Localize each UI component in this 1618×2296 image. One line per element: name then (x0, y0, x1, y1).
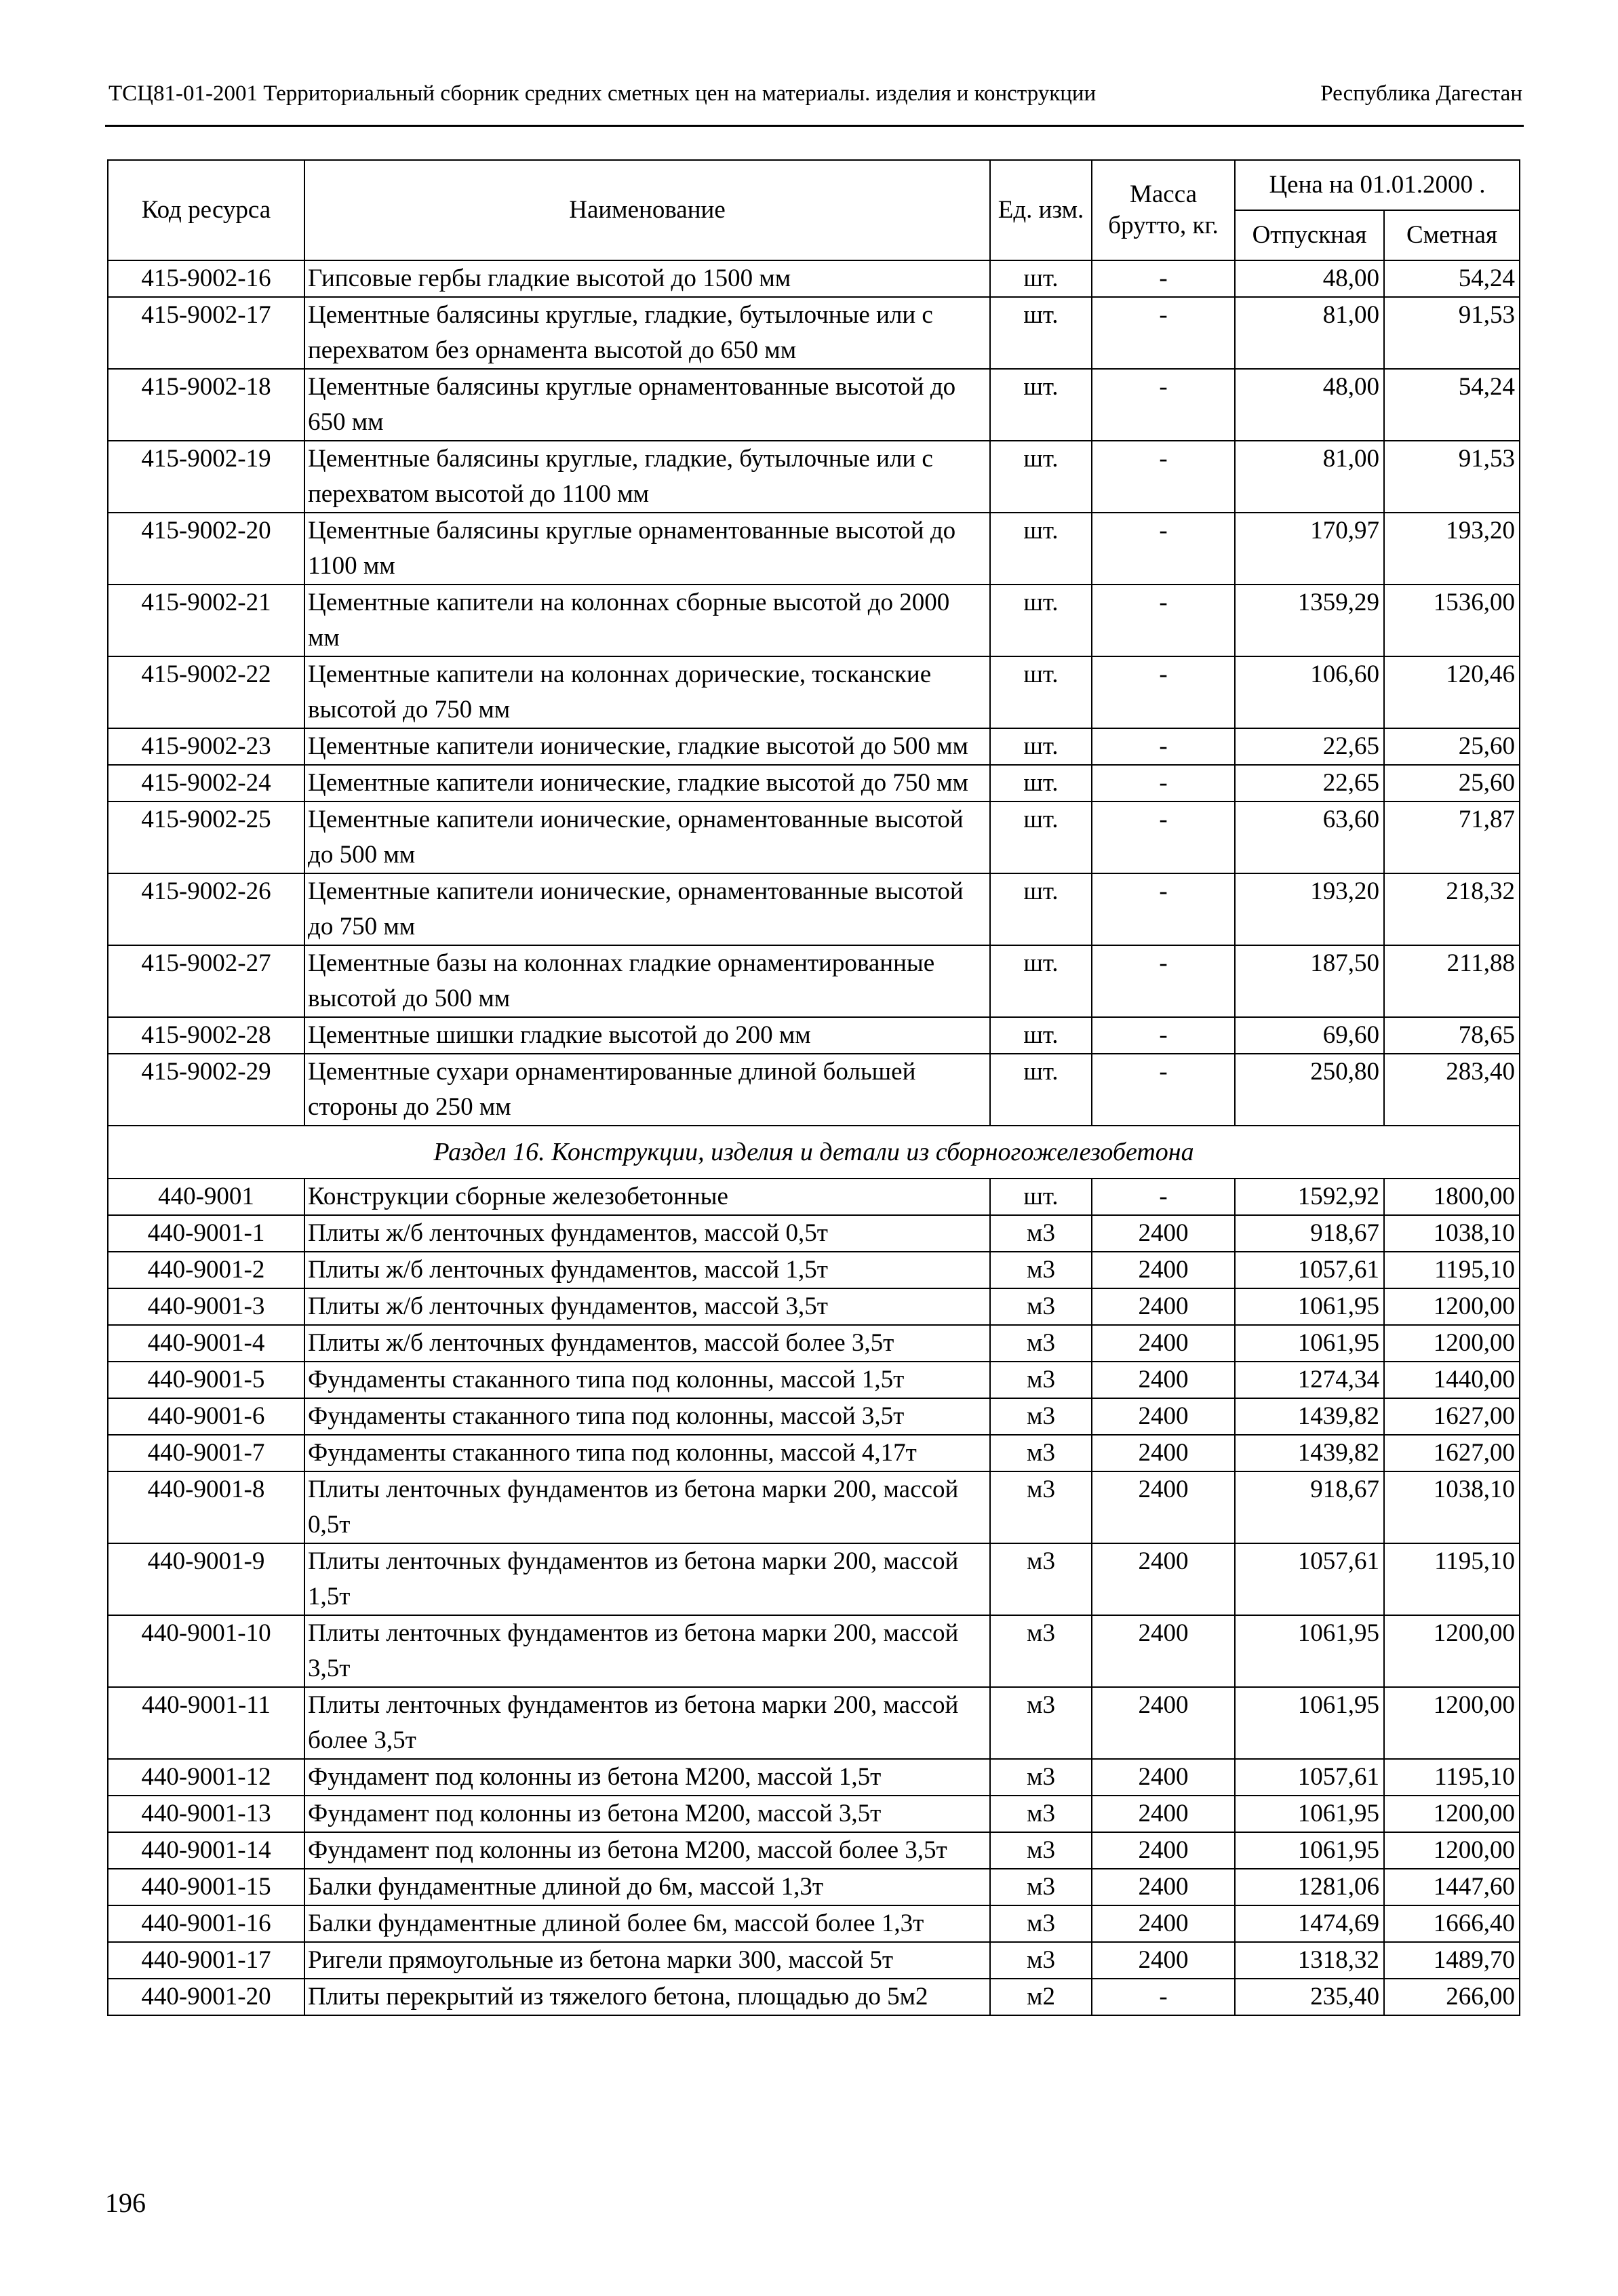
release-price-cell: 1474,69 (1235, 1905, 1384, 1942)
resource-code-cell: 415-9002-26 (108, 873, 304, 945)
mass-cell: - (1092, 765, 1235, 801)
table-row (108, 1615, 1520, 1687)
estimate-price-cell: 1038,10 (1384, 1215, 1520, 1252)
unit-cell: м3 (990, 1435, 1092, 1471)
estimate-price-cell: 25,60 (1384, 765, 1520, 801)
item-name-cell: Цементные капители ионические, орнаментованные высотой до 500 мм (304, 801, 990, 873)
table-row (108, 1471, 1520, 1543)
item-name-cell: Цементные балясины круглые орнаментованные высотой до 650 мм (304, 369, 990, 441)
item-name-cell: Плиты ленточных фундаментов из бетона марки 200, массой 1,5т (304, 1543, 990, 1615)
estimate-price-cell: 1536,00 (1384, 585, 1520, 656)
estimate-price-cell: 1200,00 (1384, 1796, 1520, 1832)
resource-code-cell: 440-9001-9 (108, 1543, 304, 1615)
table-row (108, 585, 1520, 656)
item-name-cell: Конструкции сборные железобетонные (304, 1179, 990, 1215)
page-header (108, 81, 1522, 106)
resource-code-cell: 440-9001-5 (108, 1362, 304, 1398)
mass-cell: - (1092, 728, 1235, 765)
unit-cell: шт. (990, 728, 1092, 765)
item-name-cell: Плиты ж/б ленточных фундаментов, массой 0,5т (304, 1215, 990, 1252)
mass-cell: 2400 (1092, 1543, 1235, 1615)
resource-code-cell: 440-9001-4 (108, 1325, 304, 1362)
mass-cell: 2400 (1092, 1215, 1235, 1252)
estimate-price-cell: 1627,00 (1384, 1435, 1520, 1471)
release-price-cell: 1061,95 (1235, 1288, 1384, 1325)
release-price-cell: 22,65 (1235, 765, 1384, 801)
unit-cell: м3 (990, 1543, 1092, 1615)
header-rule (105, 125, 1524, 127)
release-price-cell: 81,00 (1235, 441, 1384, 513)
mass-cell: 2400 (1092, 1796, 1235, 1832)
resource-code-cell: 415-9002-17 (108, 297, 304, 369)
release-price-cell: 187,50 (1235, 945, 1384, 1017)
col-header-mass: Масса брутто, кг. (1092, 160, 1235, 260)
mass-cell: 2400 (1092, 1398, 1235, 1435)
release-price-cell: 1061,95 (1235, 1687, 1384, 1759)
resource-code-cell: 415-9002-18 (108, 369, 304, 441)
estimate-price-cell: 1489,70 (1384, 1942, 1520, 1979)
item-name-cell: Ригели прямоугольные из бетона марки 300, массой 5т (304, 1942, 990, 1979)
table-row (108, 1054, 1520, 1126)
mass-cell: 2400 (1092, 1832, 1235, 1869)
resource-code-cell: 440-9001-2 (108, 1252, 304, 1288)
unit-cell: шт. (990, 1179, 1092, 1215)
unit-cell: шт. (990, 441, 1092, 513)
col-header-unit: Ед. изм. (990, 160, 1092, 260)
estimate-price-cell: 1200,00 (1384, 1832, 1520, 1869)
resource-code-cell: 415-9002-24 (108, 765, 304, 801)
estimate-price-cell: 1447,60 (1384, 1869, 1520, 1905)
table-row (108, 873, 1520, 945)
unit-cell: м3 (990, 1215, 1092, 1252)
item-name-cell: Цементные балясины круглые орнаментованные высотой до 1100 мм (304, 513, 990, 585)
table-row (108, 765, 1520, 801)
table-row (108, 656, 1520, 728)
estimate-price-cell: 1200,00 (1384, 1687, 1520, 1759)
estimate-price-cell: 1038,10 (1384, 1471, 1520, 1543)
mass-cell: 2400 (1092, 1869, 1235, 1905)
unit-cell: м3 (990, 1362, 1092, 1398)
release-price-cell: 48,00 (1235, 260, 1384, 297)
col-header-release-price: Отпускная (1235, 210, 1384, 260)
item-name-cell: Фундамент под колонны из бетона М200, массой более 3,5т (304, 1832, 990, 1869)
page-number: 196 (105, 2188, 146, 2218)
release-price-cell: 1057,61 (1235, 1543, 1384, 1615)
resource-code-cell: 440-9001-1 (108, 1215, 304, 1252)
mass-cell: - (1092, 1179, 1235, 1215)
item-name-cell: Балки фундаментные длиной более 6м, массой более 1,3т (304, 1905, 990, 1942)
estimate-price-cell: 25,60 (1384, 728, 1520, 765)
estimate-price-cell: 1195,10 (1384, 1759, 1520, 1796)
estimate-price-cell: 120,46 (1384, 656, 1520, 728)
item-name-cell: Плиты ж/б ленточных фундаментов, массой 1,5т (304, 1252, 990, 1288)
mass-cell: - (1092, 1979, 1235, 2015)
item-name-cell: Цементные капители ионические, орнаментованные высотой до 750 мм (304, 873, 990, 945)
resource-code-cell: 415-9002-25 (108, 801, 304, 873)
price-table (107, 159, 1520, 2016)
unit-cell: шт. (990, 765, 1092, 801)
item-name-cell: Цементные капители ионические, гладкие высотой до 750 мм (304, 765, 990, 801)
unit-cell: м3 (990, 1687, 1092, 1759)
release-price-cell: 1359,29 (1235, 585, 1384, 656)
table-row (108, 1252, 1520, 1288)
resource-code-cell: 415-9002-29 (108, 1054, 304, 1126)
table-row (108, 1017, 1520, 1054)
estimate-price-cell: 91,53 (1384, 441, 1520, 513)
estimate-price-cell: 1666,40 (1384, 1905, 1520, 1942)
mass-cell: - (1092, 260, 1235, 297)
unit-cell: шт. (990, 656, 1092, 728)
item-name-cell: Цементные капители на колоннах дорические, тосканские высотой до 750 мм (304, 656, 990, 728)
release-price-cell: 1592,92 (1235, 1179, 1384, 1215)
release-price-cell: 48,00 (1235, 369, 1384, 441)
mass-cell: 2400 (1092, 1905, 1235, 1942)
resource-code-cell: 440-9001-17 (108, 1942, 304, 1979)
region-name: Республика Дагестан (1320, 81, 1522, 106)
unit-cell: м3 (990, 1471, 1092, 1543)
mass-cell: 2400 (1092, 1252, 1235, 1288)
mass-cell: 2400 (1092, 1471, 1235, 1543)
mass-cell: - (1092, 1017, 1235, 1054)
item-name-cell: Плиты ленточных фундаментов из бетона марки 200, массой 0,5т (304, 1471, 990, 1543)
item-name-cell: Цементные капители ионические, гладкие высотой до 500 мм (304, 728, 990, 765)
mass-cell: - (1092, 369, 1235, 441)
resource-code-cell: 415-9002-21 (108, 585, 304, 656)
mass-cell: 2400 (1092, 1435, 1235, 1471)
estimate-price-cell: 54,24 (1384, 369, 1520, 441)
item-name-cell: Фундамент под колонны из бетона М200, массой 3,5т (304, 1796, 990, 1832)
estimate-price-cell: 1200,00 (1384, 1325, 1520, 1362)
unit-cell: шт. (990, 1054, 1092, 1126)
col-header-price-group: Цена на 01.01.2000 . (1235, 160, 1520, 210)
resource-code-cell: 440-9001-15 (108, 1869, 304, 1905)
release-price-cell: 81,00 (1235, 297, 1384, 369)
item-name-cell: Фундаменты стаканного типа под колонны, массой 1,5т (304, 1362, 990, 1398)
release-price-cell: 1061,95 (1235, 1832, 1384, 1869)
table-row (108, 1796, 1520, 1832)
table-row (108, 369, 1520, 441)
resource-code-cell: 415-9002-16 (108, 260, 304, 297)
release-price-cell: 1281,06 (1235, 1869, 1384, 1905)
release-price-cell: 1439,82 (1235, 1435, 1384, 1471)
col-header-name: Наименование (304, 160, 990, 260)
release-price-cell: 193,20 (1235, 873, 1384, 945)
estimate-price-cell: 1195,10 (1384, 1543, 1520, 1615)
table-row (108, 1179, 1520, 1215)
section-heading-group (108, 1126, 1520, 1179)
resource-code-cell: 440-9001-10 (108, 1615, 304, 1687)
table-row (108, 1759, 1520, 1796)
table-row (108, 1832, 1520, 1869)
unit-cell: м3 (990, 1252, 1092, 1288)
mass-cell: - (1092, 945, 1235, 1017)
table-row (108, 297, 1520, 369)
mass-cell: - (1092, 513, 1235, 585)
table-row (108, 1979, 1520, 2015)
unit-cell: м3 (990, 1288, 1092, 1325)
mass-cell: - (1092, 585, 1235, 656)
resource-code-cell: 440-9001-11 (108, 1687, 304, 1759)
unit-cell: м3 (990, 1615, 1092, 1687)
table-body-section-440 (108, 1179, 1520, 2015)
unit-cell: м3 (990, 1869, 1092, 1905)
unit-cell: шт. (990, 945, 1092, 1017)
unit-cell: м3 (990, 1942, 1092, 1979)
resource-code-cell: 440-9001-14 (108, 1832, 304, 1869)
release-price-cell: 250,80 (1235, 1054, 1384, 1126)
resource-code-cell: 440-9001-7 (108, 1435, 304, 1471)
release-price-cell: 69,60 (1235, 1017, 1384, 1054)
resource-code-cell: 415-9002-22 (108, 656, 304, 728)
release-price-cell: 1439,82 (1235, 1398, 1384, 1435)
item-name-cell: Фундаменты стаканного типа под колонны, массой 4,17т (304, 1435, 990, 1471)
item-name-cell: Цементные балясины круглые, гладкие, бутылочные или с перехватом без орнамента высотой до 650 мм (304, 297, 990, 369)
release-price-cell: 918,67 (1235, 1471, 1384, 1543)
mass-cell: - (1092, 441, 1235, 513)
col-header-code: Код ресурса (108, 160, 304, 260)
table-row (108, 260, 1520, 297)
resource-code-cell: 415-9002-27 (108, 945, 304, 1017)
mass-cell: 2400 (1092, 1687, 1235, 1759)
unit-cell: шт. (990, 297, 1092, 369)
resource-code-cell: 415-9002-23 (108, 728, 304, 765)
release-price-cell: 106,60 (1235, 656, 1384, 728)
estimate-price-cell: 1195,10 (1384, 1252, 1520, 1288)
item-name-cell: Балки фундаментные длиной до 6м, массой 1,3т (304, 1869, 990, 1905)
col-header-estimate-price: Сметная (1384, 210, 1520, 260)
resource-code-cell: 440-9001-13 (108, 1796, 304, 1832)
item-name-cell: Плиты перекрытий из тяжелого бетона, площадью до 5м2 (304, 1979, 990, 2015)
table-row (108, 1435, 1520, 1471)
mass-cell: - (1092, 873, 1235, 945)
resource-code-cell: 440-9001-12 (108, 1759, 304, 1796)
release-price-cell: 1318,32 (1235, 1942, 1384, 1979)
release-price-cell: 170,97 (1235, 513, 1384, 585)
unit-cell: м3 (990, 1832, 1092, 1869)
release-price-cell: 1057,61 (1235, 1759, 1384, 1796)
resource-code-cell: 440-9001-6 (108, 1398, 304, 1435)
table-row (108, 1398, 1520, 1435)
mass-cell: - (1092, 297, 1235, 369)
mass-cell: 2400 (1092, 1759, 1235, 1796)
estimate-price-cell: 1800,00 (1384, 1179, 1520, 1215)
release-price-cell: 1057,61 (1235, 1252, 1384, 1288)
release-price-cell: 1061,95 (1235, 1796, 1384, 1832)
table-row (108, 1942, 1520, 1979)
table-row (108, 441, 1520, 513)
item-name-cell: Плиты ж/б ленточных фундаментов, массой 3,5т (304, 1288, 990, 1325)
unit-cell: м3 (990, 1905, 1092, 1942)
table-row (108, 1543, 1520, 1615)
item-name-cell: Цементные балясины круглые, гладкие, бутылочные или с перехватом высотой до 1100 мм (304, 441, 990, 513)
estimate-price-cell: 1200,00 (1384, 1615, 1520, 1687)
unit-cell: шт. (990, 873, 1092, 945)
unit-cell: м3 (990, 1398, 1092, 1435)
table-row (108, 1687, 1520, 1759)
estimate-price-cell: 78,65 (1384, 1017, 1520, 1054)
estimate-price-cell: 71,87 (1384, 801, 1520, 873)
item-name-cell: Цементные сухари орнаментированные длиной большей стороны до 250 мм (304, 1054, 990, 1126)
table-row (108, 1325, 1520, 1362)
unit-cell: шт. (990, 260, 1092, 297)
item-name-cell: Фундаменты стаканного типа под колонны, массой 3,5т (304, 1398, 990, 1435)
mass-cell: - (1092, 1054, 1235, 1126)
item-name-cell: Цементные капители на колоннах сборные высотой до 2000 мм (304, 585, 990, 656)
unit-cell: м3 (990, 1796, 1092, 1832)
item-name-cell: Фундамент под колонны из бетона М200, массой 1,5т (304, 1759, 990, 1796)
estimate-price-cell: 218,32 (1384, 873, 1520, 945)
release-price-cell: 235,40 (1235, 1979, 1384, 2015)
estimate-price-cell: 91,53 (1384, 297, 1520, 369)
estimate-price-cell: 1200,00 (1384, 1288, 1520, 1325)
mass-cell: - (1092, 656, 1235, 728)
table-row (108, 801, 1520, 873)
document-title: ТСЦ81-01-2001 Территориальный сборник средних сметных цен на материалы. изделия и конструкции (108, 81, 1097, 106)
estimate-price-cell: 193,20 (1384, 513, 1520, 585)
table-row (108, 1215, 1520, 1252)
unit-cell: шт. (990, 801, 1092, 873)
table-row (108, 1905, 1520, 1942)
estimate-price-cell: 283,40 (1384, 1054, 1520, 1126)
resource-code-cell: 440-9001-8 (108, 1471, 304, 1543)
estimate-price-cell: 211,88 (1384, 945, 1520, 1017)
mass-cell: 2400 (1092, 1942, 1235, 1979)
release-price-cell: 1061,95 (1235, 1615, 1384, 1687)
resource-code-cell: 440-9001-20 (108, 1979, 304, 2015)
item-name-cell: Цементные базы на колоннах гладкие орнаментированные высотой до 500 мм (304, 945, 990, 1017)
table-row (108, 945, 1520, 1017)
unit-cell: шт. (990, 369, 1092, 441)
release-price-cell: 918,67 (1235, 1215, 1384, 1252)
mass-cell: 2400 (1092, 1615, 1235, 1687)
table-row (108, 1288, 1520, 1325)
section-heading: Раздел 16. Конструкции, изделия и детали из сборногожелезобетона (108, 1126, 1520, 1179)
table-row (108, 513, 1520, 585)
estimate-price-cell: 54,24 (1384, 260, 1520, 297)
unit-cell: м3 (990, 1325, 1092, 1362)
table-row (108, 728, 1520, 765)
unit-cell: м3 (990, 1759, 1092, 1796)
resource-code-cell: 440-9001 (108, 1179, 304, 1215)
item-name-cell: Цементные шишки гладкие высотой до 200 мм (304, 1017, 990, 1054)
mass-cell: - (1092, 801, 1235, 873)
item-name-cell: Плиты ленточных фундаментов из бетона марки 200, массой 3,5т (304, 1615, 990, 1687)
estimate-price-cell: 1440,00 (1384, 1362, 1520, 1398)
unit-cell: шт. (990, 585, 1092, 656)
unit-cell: шт. (990, 513, 1092, 585)
resource-code-cell: 440-9001-3 (108, 1288, 304, 1325)
table-row (108, 1362, 1520, 1398)
item-name-cell: Плиты ж/б ленточных фундаментов, массой более 3,5т (304, 1325, 990, 1362)
resource-code-cell: 440-9001-16 (108, 1905, 304, 1942)
mass-cell: 2400 (1092, 1325, 1235, 1362)
release-price-cell: 22,65 (1235, 728, 1384, 765)
release-price-cell: 63,60 (1235, 801, 1384, 873)
estimate-price-cell: 266,00 (1384, 1979, 1520, 2015)
mass-cell: 2400 (1092, 1288, 1235, 1325)
table-body-section-415 (108, 260, 1520, 1126)
table-row (108, 1869, 1520, 1905)
unit-cell: шт. (990, 1017, 1092, 1054)
item-name-cell: Плиты ленточных фундаментов из бетона марки 200, массой более 3,5т (304, 1687, 990, 1759)
release-price-cell: 1061,95 (1235, 1325, 1384, 1362)
resource-code-cell: 415-9002-19 (108, 441, 304, 513)
release-price-cell: 1274,34 (1235, 1362, 1384, 1398)
resource-code-cell: 415-9002-20 (108, 513, 304, 585)
unit-cell: м2 (990, 1979, 1092, 2015)
estimate-price-cell: 1627,00 (1384, 1398, 1520, 1435)
item-name-cell: Гипсовые гербы гладкие высотой до 1500 мм (304, 260, 990, 297)
resource-code-cell: 415-9002-28 (108, 1017, 304, 1054)
mass-cell: 2400 (1092, 1362, 1235, 1398)
